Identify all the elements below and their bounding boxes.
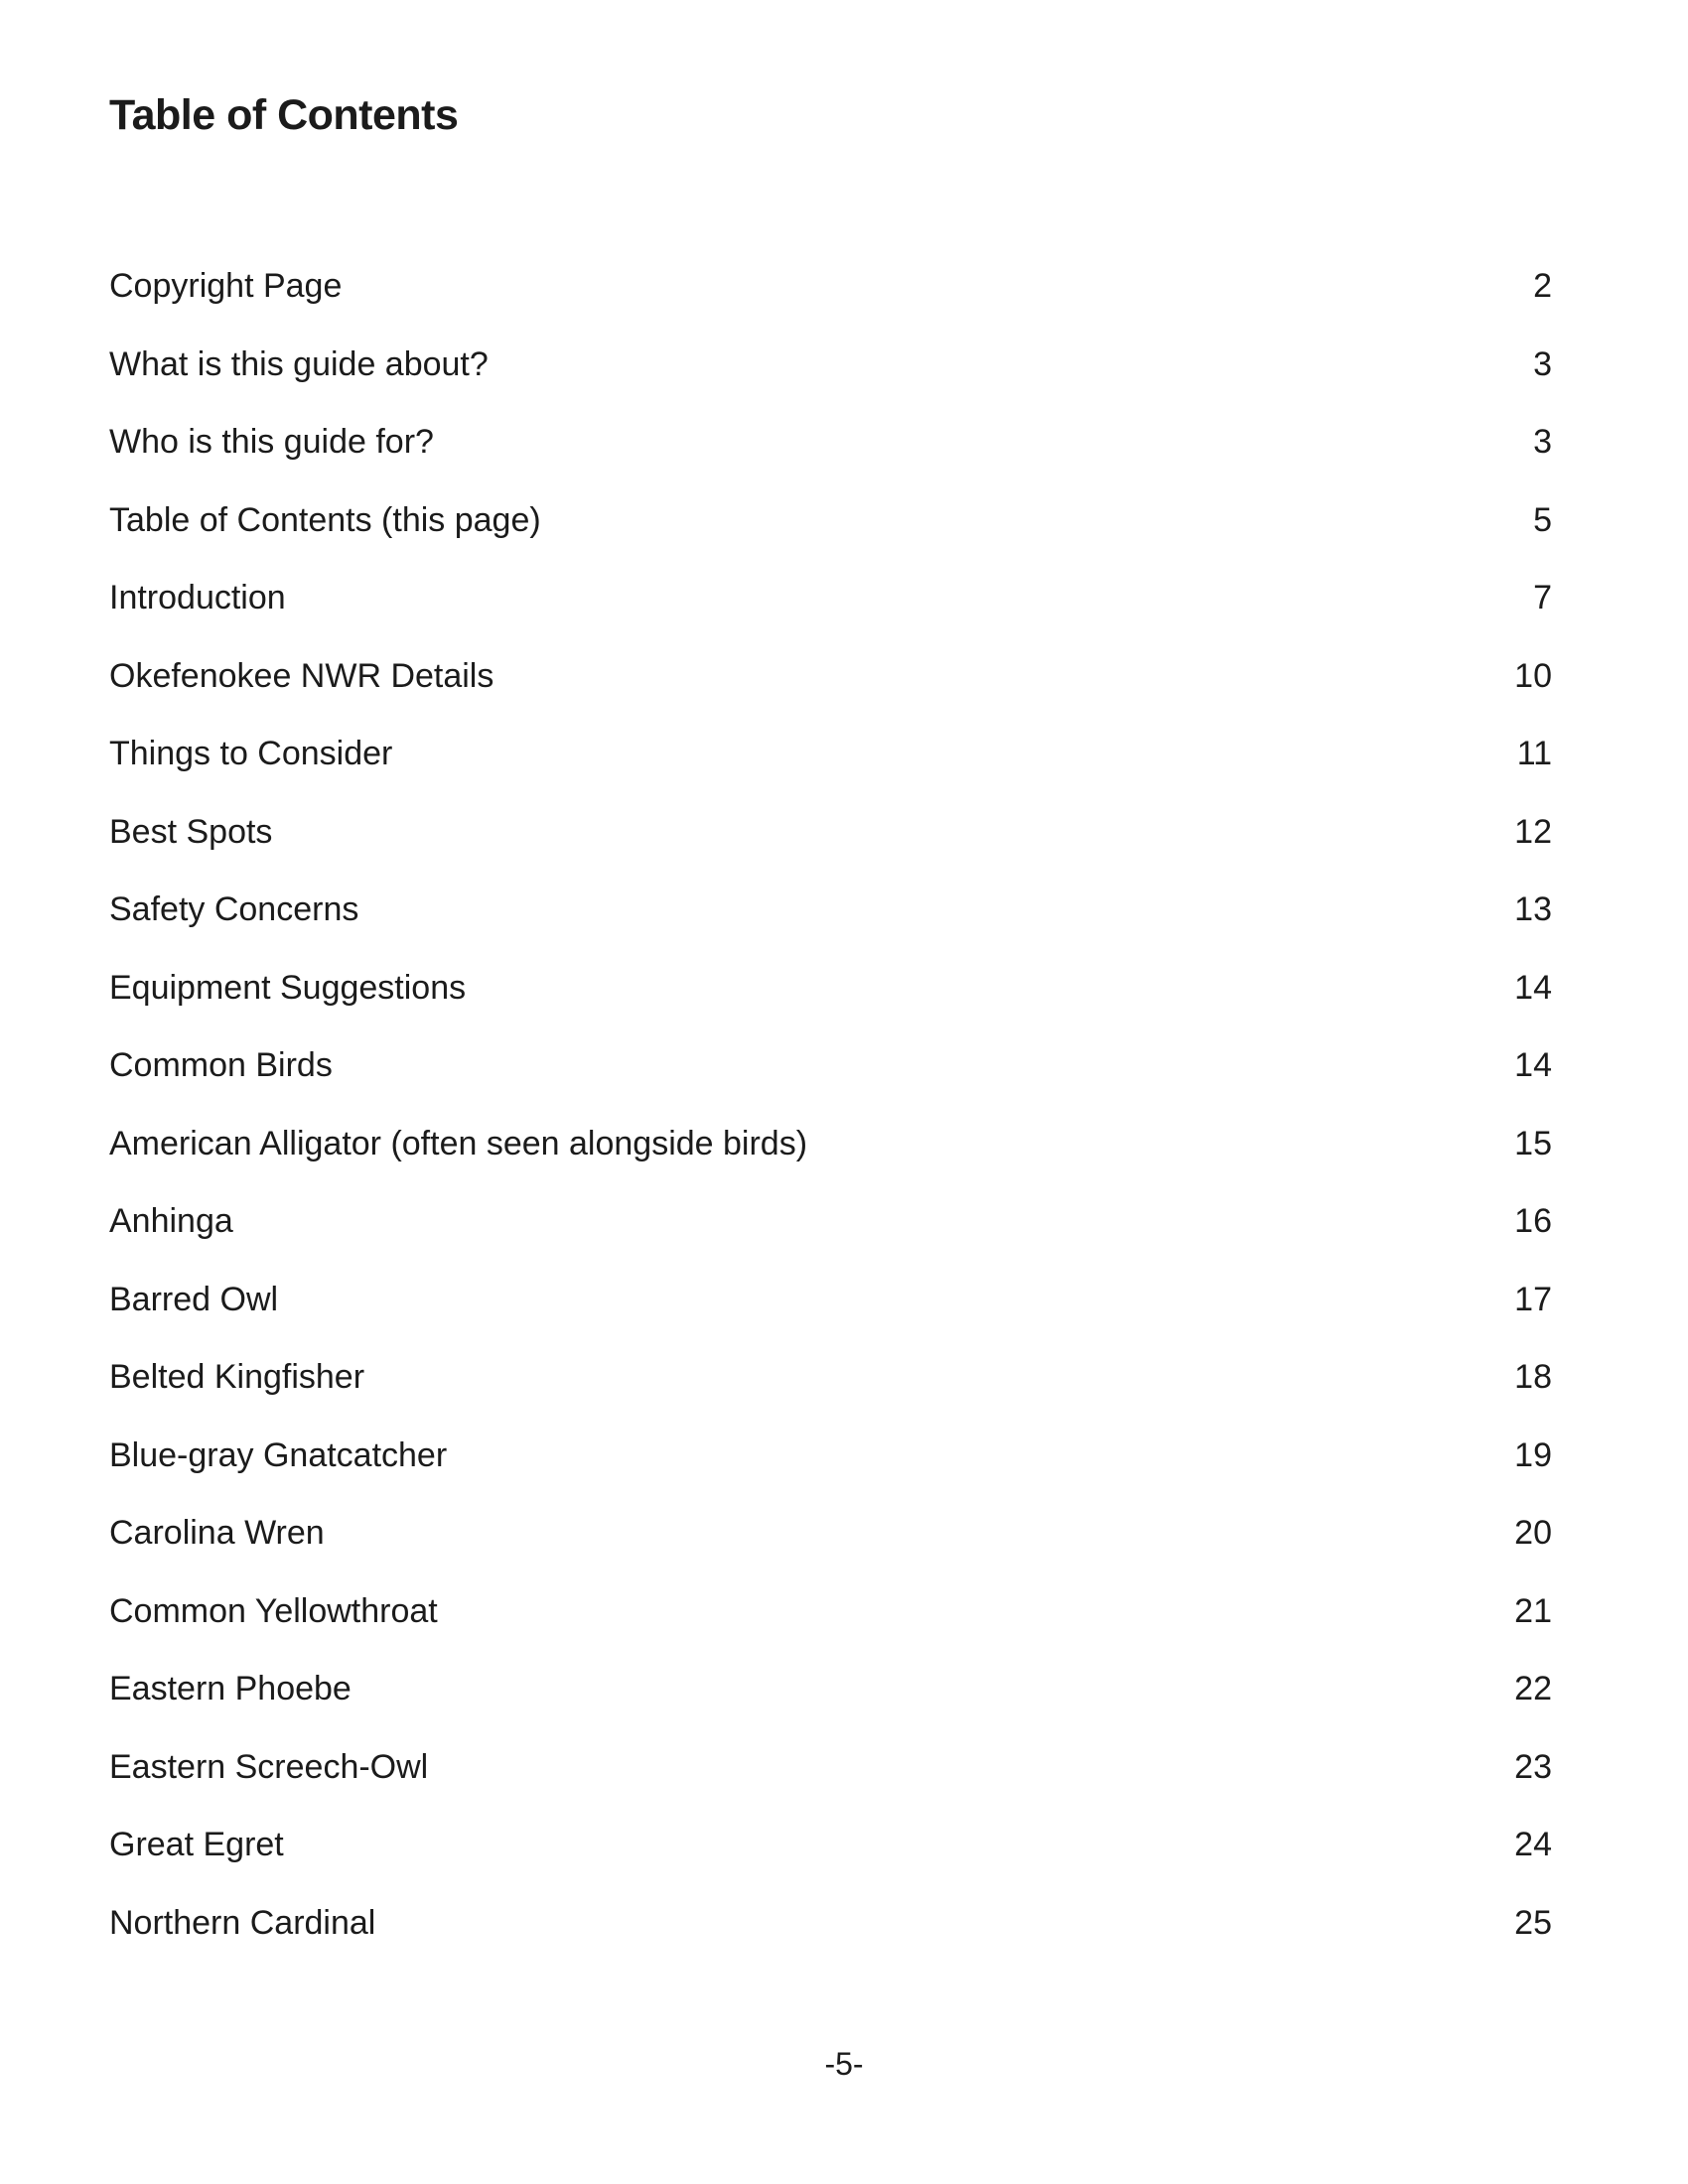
toc-entry [109,1728,1552,1807]
toc-entry [109,1417,1552,1495]
toc-entry-page-number: 15 [1514,1124,1552,1162]
toc-entry [109,1026,1552,1105]
toc-entry-page-number: 20 [1514,1514,1552,1553]
toc-entry-page-number: 3 [1533,423,1552,462]
toc-entry-page-number: 11 [1516,735,1552,773]
toc-entry-page-number: 17 [1514,1280,1552,1318]
toc-entry [109,481,1552,560]
toc-entry-label: Carolina Wren [109,1514,325,1553]
toc-entry [109,403,1552,481]
toc-entry-page-number: 16 [1514,1202,1552,1241]
toc-entry-label: Safety Concerns [109,890,359,929]
toc-entry [109,1806,1552,1884]
toc-entry [109,326,1552,404]
toc-entry-label: Northern Cardinal [109,1903,376,1942]
toc-entry-page-number: 23 [1514,1747,1552,1786]
toc-entry-page-number: 3 [1533,344,1552,383]
toc-entry [109,793,1552,872]
toc-entry [109,715,1552,793]
toc-entry-page-number: 10 [1514,656,1552,695]
toc-entry-page-number: 18 [1514,1358,1552,1397]
toc-entry-label: Anhinga [109,1202,233,1241]
toc-entry-label: Best Spots [109,812,273,851]
toc-entry-page-number: 22 [1514,1670,1552,1708]
toc-entry-label: Eastern Screech-Owl [109,1747,429,1786]
toc-entry-label: What is this guide about? [109,344,489,383]
toc-entry-page-number: 5 [1533,500,1552,539]
toc-entry-label: Who is this guide for? [109,423,434,462]
toc-entry-page-number: 14 [1514,968,1552,1007]
toc-entry-label: Things to Consider [109,735,393,773]
toc-entry [109,1884,1552,1963]
toc-entry [109,1494,1552,1572]
toc-entry [109,247,1552,326]
toc-list [109,247,1552,1962]
toc-entry-label: Barred Owl [109,1280,279,1318]
toc-entry [109,1572,1552,1651]
toc-entry-page-number: 7 [1533,579,1552,617]
toc-entry-page-number: 21 [1514,1591,1552,1630]
toc-entry-page-number: 12 [1514,812,1552,851]
toc-entry-label: Table of Contents (this page) [109,500,541,539]
toc-entry [109,1338,1552,1417]
toc-entry-page-number: 19 [1514,1435,1552,1474]
toc-entry [109,559,1552,637]
toc-entry-page-number: 2 [1533,267,1552,306]
toc-entry-label: Common Yellowthroat [109,1591,438,1630]
toc-entry-page-number: 24 [1514,1826,1552,1864]
page-number-footer: -5- [824,2046,864,2082]
toc-entry-label: American Alligator (often seen alongside birds) [109,1124,808,1162]
toc-entry [109,1261,1552,1339]
toc-entry [109,1182,1552,1261]
toc-entry-label: Common Birds [109,1046,333,1085]
toc-entry [109,871,1552,949]
toc-entry [109,949,1552,1027]
toc-entry-label: Okefenokee NWR Details [109,656,494,695]
toc-entry-label: Copyright Page [109,267,343,306]
toc-entry-label: Belted Kingfisher [109,1358,365,1397]
page-title: Table of Contents [109,91,459,139]
toc-entry-page-number: 13 [1514,890,1552,929]
toc-entry-page-number: 14 [1514,1046,1552,1085]
toc-entry [109,1650,1552,1728]
toc-entry-label: Introduction [109,579,286,617]
toc-entry-label: Equipment Suggestions [109,968,467,1007]
toc-entry-page-number: 25 [1514,1903,1552,1942]
toc-entry-label: Blue-gray Gnatcatcher [109,1435,448,1474]
toc-entry [109,1105,1552,1183]
toc-entry-label: Eastern Phoebe [109,1670,352,1708]
toc-entry [109,637,1552,716]
toc-entry-label: Great Egret [109,1826,284,1864]
